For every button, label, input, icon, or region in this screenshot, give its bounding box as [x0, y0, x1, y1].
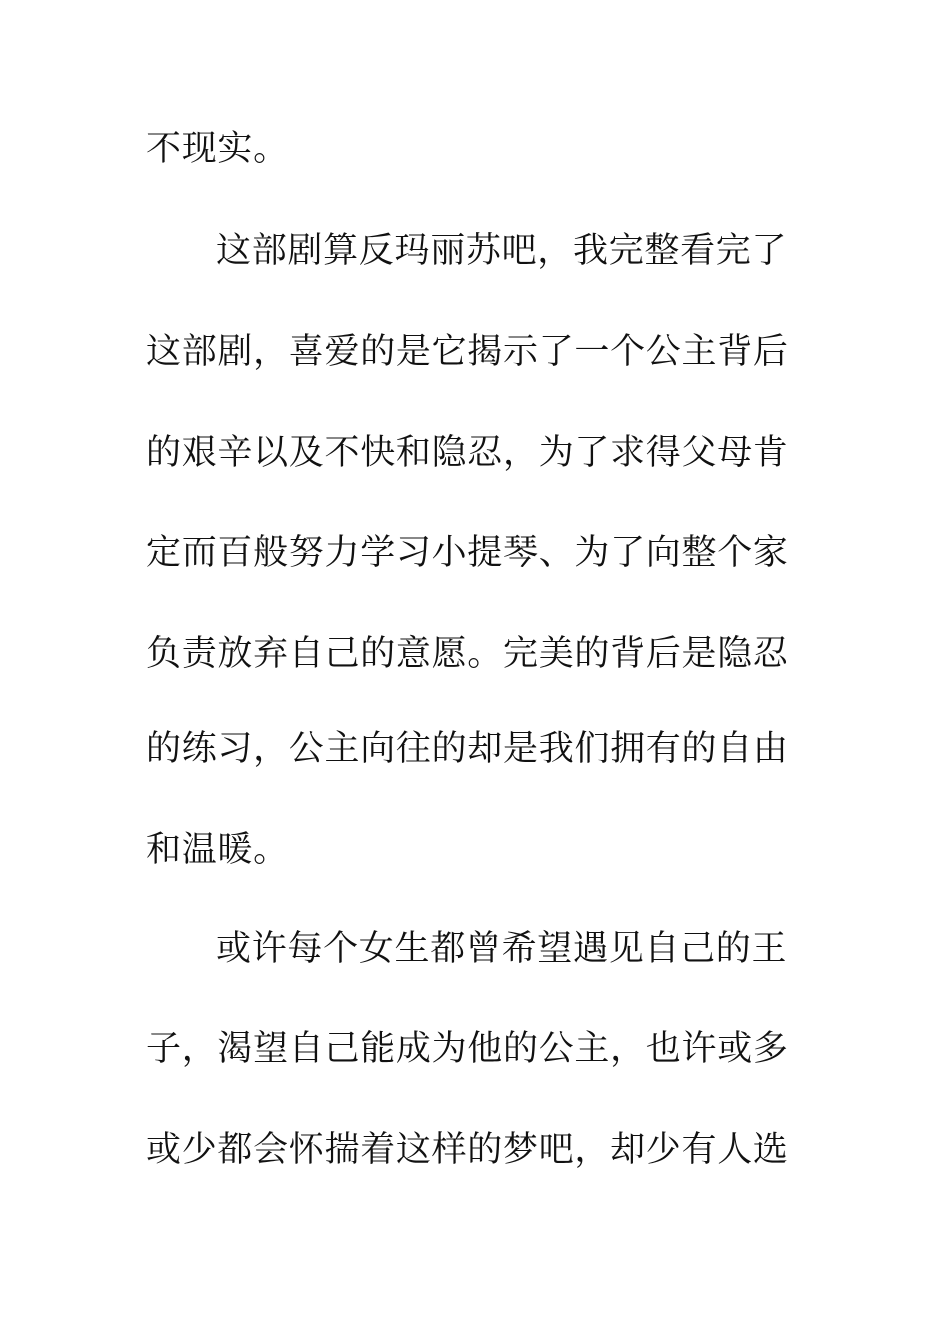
text-line: 这部剧，喜爱的是它揭示了一个公主背后	[146, 332, 789, 372]
text-line: 的艰辛以及不快和隐忍，为了求得父母肯	[146, 433, 789, 473]
paragraph-first-line: 这部剧算反玛丽苏吧，我完整看完了	[216, 231, 788, 271]
text-line: 和温暖。	[146, 830, 289, 870]
text-line: 或少都会怀揣着这样的梦吧，却少有人选	[146, 1130, 789, 1170]
text-line: 的练习，公主向往的却是我们拥有的自由	[146, 729, 789, 769]
text-line: 不现实。	[146, 129, 289, 169]
text-line: 定而百般努力学习小提琴、为了向整个家	[146, 533, 789, 573]
paragraph-first-line: 或许每个女生都曾希望遇见自己的王	[216, 929, 788, 969]
text-line: 负责放弃自己的意愿。完美的背后是隐忍	[146, 634, 789, 674]
text-line: 子，渴望自己能成为他的公主，也许或多	[146, 1029, 789, 1069]
